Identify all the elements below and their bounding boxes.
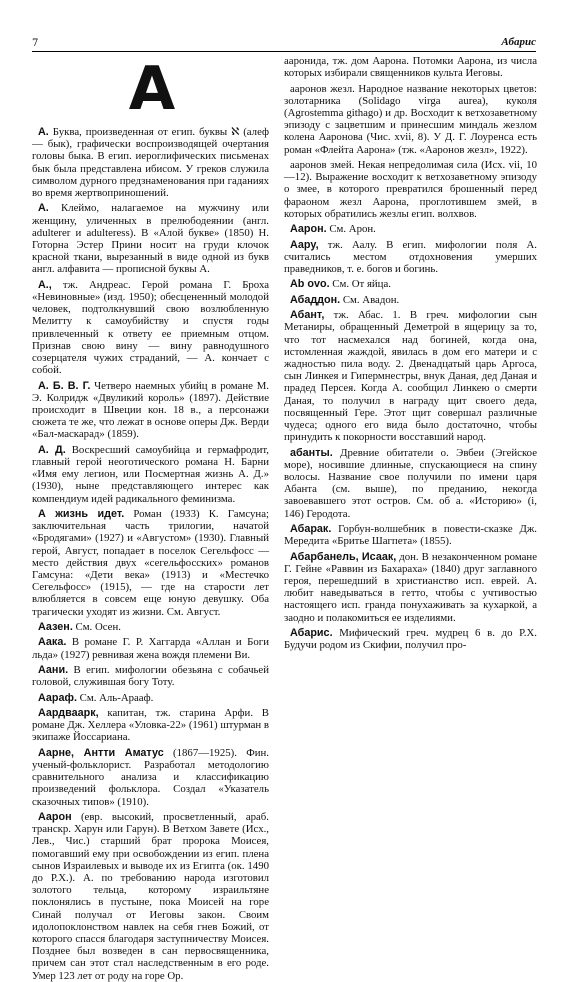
dictionary-entry bbox=[32, 279, 269, 377]
entry-text: тж. Аалу. В егип. мифологии поля А. считались местом отдохновения умерших праведников, т. е. богов и богинь. bbox=[284, 238, 537, 275]
page-number: 7 bbox=[32, 38, 39, 49]
entry-headword: Ab ovo. bbox=[290, 278, 330, 291]
dictionary-entry bbox=[32, 126, 269, 199]
entry-text: Горбун-волшебник в повести-сказке Дж. Мередита «Бритье Шагпета» (1855). bbox=[284, 523, 537, 548]
dictionary-entry bbox=[32, 811, 269, 982]
running-head: Абарис bbox=[501, 36, 536, 48]
dictionary-entry bbox=[284, 309, 537, 443]
entry-text: Буква, произведенная от егип. буквы ℵ (алеф — бык), графически воспроизводящей очертания головы быка. В егип. иероглифических письменах бык была представлена ибисом. У греков служила символом дурного предзнаменования при гаданиях во время жертвоприношений. bbox=[32, 126, 269, 200]
dictionary-entry bbox=[284, 523, 537, 547]
entry-headword: А. Б. В. Г. bbox=[38, 379, 91, 392]
entry-text: В егип. мифологии обезьяна с собачьей головой, служившая богу Тоту. bbox=[32, 664, 269, 689]
entry-headword: Аараф. bbox=[38, 691, 77, 704]
entry-headword: Абарак. bbox=[290, 523, 332, 535]
entry-text: ааронида, тж. дом Аарона. Потомки Аарона, из числа которых избирали священников культа Иеговы. bbox=[284, 55, 537, 80]
dictionary-entry bbox=[284, 294, 537, 306]
entry-text: Древние обитатели о. Эвбеи (Эгейское море), носившие длинные, спускающиеся на спину волосы. Название свое получили по имени царя Абанта (см. выше), по преданию, некогда завоевавшего этот остров. См. об а. «Историю» (i, 146) Геродота. bbox=[284, 446, 537, 520]
entry-text: В романе Г. Р. Хаггарда «Аллан и Боги льда» (1927) ревнивая жена вождя племени Ви. bbox=[32, 636, 269, 661]
entry-text: тж. Андреас. Герой романа Г. Броха «Невиновные» (изд. 1950); обесцененный молодой человек, подтолкнувший свою возлюбленную Мелитту к самоубийству и спустя годы привлеченный к ответу ее приемным отцом. Признав свою вину — вину равнодушного созерцателя чужих страданий, — А. кончает с собой. bbox=[32, 278, 269, 377]
dictionary-entry bbox=[284, 627, 537, 651]
entry-headword: А., bbox=[38, 278, 52, 291]
entry-text: тж. Абас. 1. В греч. мифологии сын Метаниры, обращенный Деметрой в ящерицу за то, что тот насмехался над богиней, когда она, истомленная жаждой, явилась в дом его матери и с жадностью пила воду. 2. Двенадцатый царь Аргоса, сын Линкея и Гипермнестры, внук Даная, дед Даная и прадед Персея. Когда А. сообщил Линкею о смерти Даная, то получил в награду щит своего деда, посвященный Гере. Этот щит совершал различные чудеса; одного его вида было достаточно, чтобы принудить к покорности восставший народ. bbox=[284, 309, 537, 444]
entry-text: Четверо наемных убийц в романе М. Э. Колридж «Двуликий король» (1897). Действие происходит в Швеции кон. 18 в., а персонажи сюжета те же, что лежат в основе оперы Дж. Верди «Бал-маскарад» (1859). bbox=[32, 379, 269, 441]
entry-headword: А. Д. bbox=[38, 443, 66, 456]
entry-headword: Аазен. bbox=[38, 621, 73, 634]
dictionary-entry bbox=[284, 55, 537, 79]
dictionary-entry bbox=[32, 444, 269, 505]
right-column bbox=[284, 55, 537, 792]
entry-text: См. От яйца. bbox=[329, 278, 391, 291]
entry-headword: Абант, bbox=[290, 309, 325, 322]
entry-text: дон. В незаконченном романе Г. Гейне «Раввин из Бахараха» (1840) друг заглавного героя, перешедший в христианство исп. еврей. А. любит наведываться в гетто, чтобы с учтивостью настоящего исп. гранда понухаживать за кухаркой, а заодно и полакомиться ее изделиями. bbox=[284, 550, 537, 624]
dictionary-entry bbox=[284, 83, 537, 156]
entry-text: Воскресший самоубийца и гермафродит, главный герой неоготического романа Н. Барни «Имя ему легион, или Посмертная жизнь А. Д.» (1930), ныне представляющего интерес как компендиум идей радикального феминизма. bbox=[32, 443, 269, 505]
entry-headword: Аарон bbox=[38, 811, 72, 824]
entry-headword: Абаддон. bbox=[290, 293, 341, 306]
entry-headword: Абарис. bbox=[290, 627, 333, 639]
entry-headword: А жизнь идет. bbox=[38, 508, 125, 521]
entry-headword: абанты. bbox=[290, 446, 333, 459]
dictionary-entry bbox=[32, 508, 269, 618]
left-column bbox=[32, 126, 269, 982]
entry-text: См. Авадон. bbox=[340, 293, 400, 306]
entry-text: капитан, тж. старина Арфи. В романе Дж. Хеллера «Уловка-22» (1961) штурман в экипаже Йоссариана. bbox=[32, 707, 269, 744]
entry-text: См. Осен. bbox=[72, 621, 121, 634]
entry-text: (евр. высокий, просветленный, араб. транскр. Харун или Гарун). В Ветхом Завете (Исх., Лев., Чис.) старший брат пророка Моисея, помогавший ему при освобождении из егип. плена сынов Израилевых и выводе их из Египта (ок. 1490 до Р.Х.). А. по требованию народа изготовил золотого тельца, которому израильтяне поклонялись в пустыне, пока Моисей на горе Синай получал от Иеговы закон. Своим идолопоклонством навлек на себя гнев Божий, от которого спасся благодаря заступничеству Моисея. Позднее был возведен в сан первосвященника, причем сан этот стал наследственным в его роде. Умер 123 лет от роду на горе Ор. bbox=[32, 811, 269, 982]
dictionary-entry bbox=[32, 621, 269, 633]
entry-headword: Аару, bbox=[290, 238, 319, 251]
entry-text: ааронов змей. Некая непредолимая сила (Исх. vii, 10—12). Выражение восходит к ветхозаветному эпизоду о змее, в которого превратился брошенный перед фараоном жезл Аарона, проглотившем змей, в которых обратились жезлы егип. волхвов. bbox=[284, 159, 537, 220]
entry-headword: Аани. bbox=[38, 664, 69, 677]
entry-headword: Аардваарк, bbox=[38, 707, 99, 720]
entry-text: Мифический греч. мудрец 6 в. до Р.Х. Будучи родом из Скифии, получил про- bbox=[284, 627, 537, 652]
entry-headword: А. bbox=[38, 126, 49, 138]
entry-text: См. Арон. bbox=[326, 223, 376, 236]
dictionary-entry bbox=[32, 380, 269, 441]
entry-text: Клеймо, налагаемое на мужчину или женщину, уличенных в прелюбодеянии (англ. adulterer и adulteress). В «Алой букве» (1850) Н. Готорна Эстер Прини носит на груди клочок красной ткани, вырезанный в виде одной из букв англ. алфавита — прописной буквы А. bbox=[32, 202, 269, 276]
section-letter: А bbox=[128, 54, 176, 124]
entry-headword: Аака. bbox=[38, 636, 67, 649]
dictionary-entry bbox=[32, 707, 269, 744]
dictionary-entry bbox=[284, 159, 537, 220]
entry-text: См. Аль-Арааф. bbox=[76, 691, 154, 704]
entry-text: ааронов жезл. Народное название некоторых цветов: золотарника (Solidago virga aurea), куколя (Agrostemma githago) и др. Восходит к ветхозаветному эпизоду с зацветшим и принесшим миндаль жезлом колена Ааронова (Чис. xvii, 8). У Д. Г. Лоуренса есть роман «Флейта Аарона» (тж. «Ааронов жезл», 1922). bbox=[284, 82, 537, 156]
entry-headword: Аарне, Антти Аматус bbox=[38, 746, 164, 759]
dictionary-entry bbox=[32, 747, 269, 808]
entry-headword: А. bbox=[38, 202, 49, 215]
dictionary-entry bbox=[284, 447, 537, 520]
entry-headword: Абарбанель, Исаак, bbox=[290, 550, 397, 563]
header-rule bbox=[32, 51, 536, 52]
dictionary-entry bbox=[284, 239, 537, 276]
entry-text: Роман (1933) К. Гамсуна; заключительная часть трилогии, начатой «Бродягами» (1927) и «Августом» (1930). Главный герой, Август, попадает в поселок Сегельфосс — место действия двух «сегельфосских» романов Гамсуна: «Дети века» (1913) и «Местечко Сегельфосс» (1915), — где на старости лет влюбляется в совсем еще юную девушку. Оба трагически уходят из жизни. См. Август. bbox=[32, 508, 269, 618]
dictionary-entry bbox=[32, 202, 269, 275]
dictionary-entry bbox=[284, 223, 537, 235]
entry-text: (1867—1925). Фин. ученый-фольклорист. Разработал методологию сравнительного анализа и классификацию произведений фольклора. Создал «Указатель сказочных типов» (1910). bbox=[32, 746, 269, 808]
entry-headword: Аарон. bbox=[290, 223, 327, 236]
dictionary-entry bbox=[284, 551, 537, 624]
dictionary-entry bbox=[32, 636, 269, 660]
dictionary-entry bbox=[32, 664, 269, 688]
dictionary-entry bbox=[284, 278, 537, 290]
dictionary-entry bbox=[32, 692, 269, 704]
